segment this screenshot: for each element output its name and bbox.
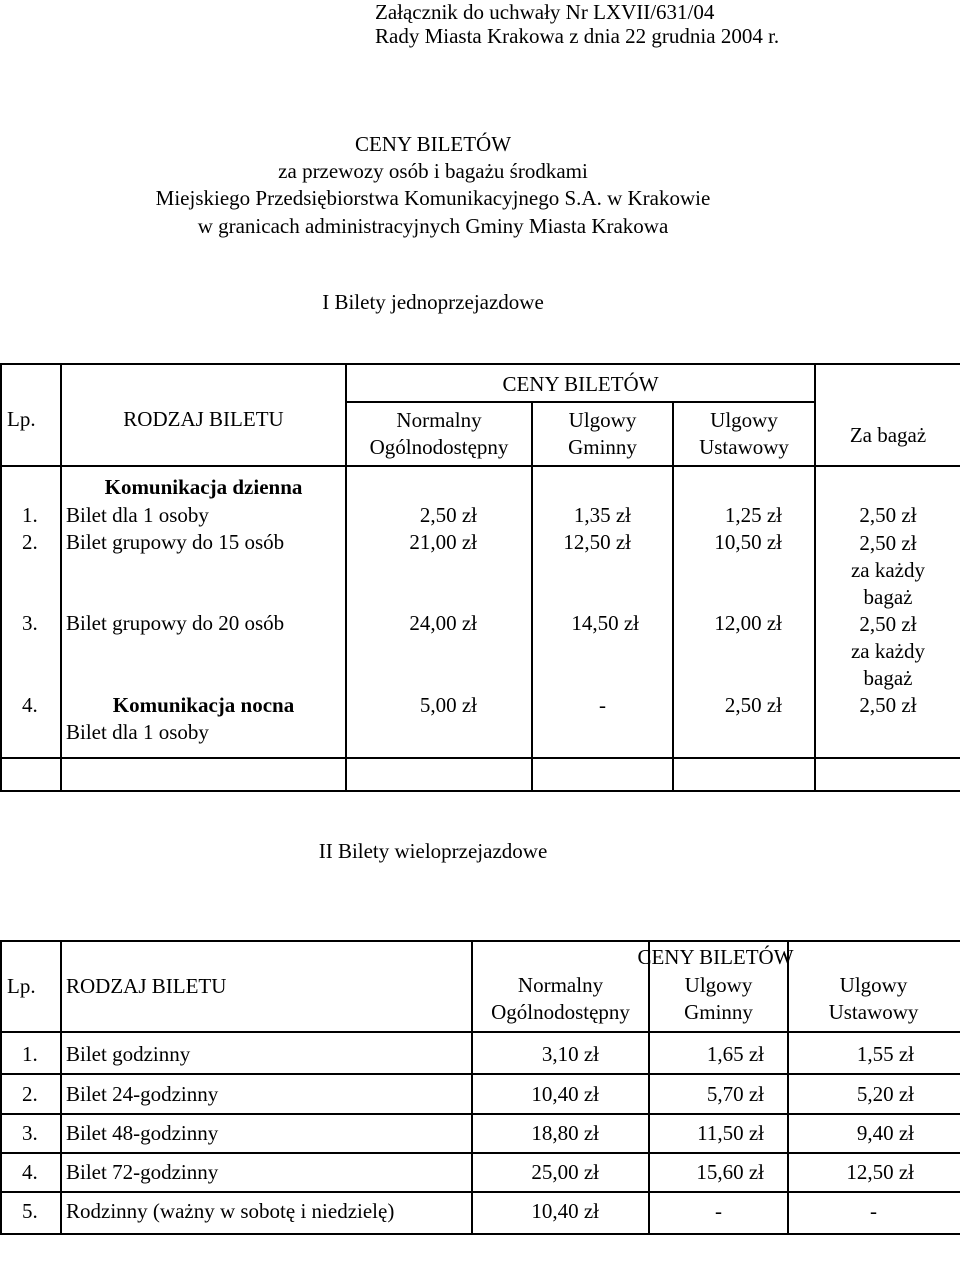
- subhead-day: Komunikacja dzienna: [104, 475, 303, 499]
- col-baggage-header: Za bagaż: [849, 423, 927, 447]
- t2-row4-gmin: 15,60 zł: [696, 1160, 764, 1184]
- t2-col-type-header: RODZAJ BILETU: [66, 974, 227, 998]
- t2-row2-gmin: 5,70 zł: [706, 1082, 764, 1106]
- t2-col-normal-header: Normalny Ogólnodostępny: [491, 973, 630, 1024]
- col-gmin-header: Ulgowy Gminny: [568, 408, 637, 459]
- multi-ride-table: [0, 940, 960, 1235]
- col-ust-header: Ulgowy Ustawowy: [699, 408, 789, 459]
- t2-row1-lp: 1.: [22, 1042, 38, 1066]
- t2-col-ust-header: Ulgowy Ustawowy: [828, 973, 919, 1024]
- row4-normal: 5,00 zł: [419, 693, 477, 717]
- t2-row3-ust: 9,40 zł: [856, 1121, 914, 1145]
- t2-row3-name: Bilet 48-godzinny: [66, 1121, 219, 1145]
- document-title: CENY BILETÓW: [354, 132, 512, 156]
- row1-gmin: 1,35 zł: [573, 503, 631, 527]
- t2-col-gmin-header: Ulgowy Gminny: [684, 973, 753, 1024]
- t2-row1-normal: 3,10 zł: [541, 1042, 599, 1066]
- section2-heading: II Bilety wieloprzejazdowe: [318, 839, 548, 863]
- attachment-line: Załącznik do uchwały Nr LXVII/631/04: [375, 0, 715, 24]
- title-line-2: za przewozy osób i bagażu środkami: [278, 159, 588, 183]
- row3-ust: 12,00 zł: [714, 611, 782, 635]
- t2-row1-gmin: 1,65 zł: [706, 1042, 764, 1066]
- section1-heading: I Bilety jednoprzejazdowe: [322, 290, 544, 314]
- t2-row2-lp: 2.: [22, 1082, 38, 1106]
- row2-bag: 2,50 zł za każdy bagaż: [850, 531, 926, 609]
- row2-gmin: 12,50 zł: [563, 530, 631, 554]
- t2-prices-group-header: CENY BILETÓW: [637, 945, 794, 969]
- row1-lp: 1.: [22, 503, 38, 527]
- row2-ust: 10,50 zł: [714, 530, 782, 554]
- t2-row2-normal: 10,40 zł: [531, 1082, 599, 1106]
- t2-row3-normal: 18,80 zł: [531, 1121, 599, 1145]
- t2-row1-name: Bilet godzinny: [66, 1042, 191, 1066]
- row4-ust: 2,50 zł: [724, 693, 782, 717]
- row3-gmin: 14,50 zł: [571, 611, 639, 635]
- t2-row5-name: Rodzinny (ważny w sobotę i niedzielę): [66, 1199, 395, 1223]
- col-normal-header: Normalny Ogólnodostępny: [369, 408, 509, 459]
- row3-lp: 3.: [22, 611, 38, 635]
- row1-name: Bilet dla 1 osoby: [66, 503, 209, 527]
- row1-bag: 2,50 zł: [859, 503, 917, 527]
- t2-row3-lp: 3.: [22, 1121, 38, 1145]
- row3-bag: 2,50 zł za każdy bagaż: [850, 612, 926, 690]
- row1-normal: 2,50 zł: [419, 503, 477, 527]
- council-line: Rady Miasta Krakowa z dnia 22 grudnia 2004 r.: [375, 24, 780, 48]
- row4-gmin: -: [599, 693, 606, 717]
- t2-col-lp-header: Lp.: [7, 974, 36, 998]
- t2-row5-lp: 5.: [22, 1199, 38, 1223]
- t2-row3-gmin: 11,50 zł: [697, 1121, 764, 1145]
- row1-ust: 1,25 zł: [724, 503, 782, 527]
- t2-row4-lp: 4.: [22, 1160, 38, 1184]
- t2-row1-ust: 1,55 zł: [856, 1042, 914, 1066]
- col-type-header: RODZAJ BILETU: [123, 407, 284, 431]
- row4-bag: 2,50 zł: [859, 693, 917, 717]
- t2-row2-ust: 5,20 zł: [856, 1082, 914, 1106]
- t2-row4-ust: 12,50 zł: [846, 1160, 914, 1184]
- t2-row2-name: Bilet 24-godzinny: [66, 1082, 219, 1106]
- col-lp-header: Lp.: [7, 407, 36, 431]
- t2-row4-normal: 25,00 zł: [531, 1160, 599, 1184]
- t2-row5-normal: 10,40 zł: [531, 1199, 599, 1223]
- row3-name: Bilet grupowy do 20 osób: [66, 611, 285, 635]
- row4-name: Bilet dla 1 osoby: [66, 720, 209, 744]
- row3-normal: 24,00 zł: [409, 611, 477, 635]
- prices-group-header: CENY BILETÓW: [502, 372, 659, 396]
- row2-name: Bilet grupowy do 15 osób: [66, 530, 285, 554]
- t2-row4-name: Bilet 72-godzinny: [66, 1160, 219, 1184]
- row2-lp: 2.: [22, 530, 38, 554]
- t2-row5-ust: -: [870, 1199, 877, 1223]
- title-line-4: w granicach administracyjnych Gminy Miasta Krakowa: [197, 214, 669, 238]
- row2-normal: 21,00 zł: [409, 530, 477, 554]
- t2-row5-gmin: -: [715, 1199, 722, 1223]
- single-ride-table: [0, 363, 960, 792]
- subhead-night: Komunikacja nocna: [112, 693, 295, 717]
- title-line-3: Miejskiego Przedsiębiorstwa Komunikacyjnego S.A. w Krakowie: [155, 186, 711, 210]
- row4-lp: 4.: [22, 693, 38, 717]
